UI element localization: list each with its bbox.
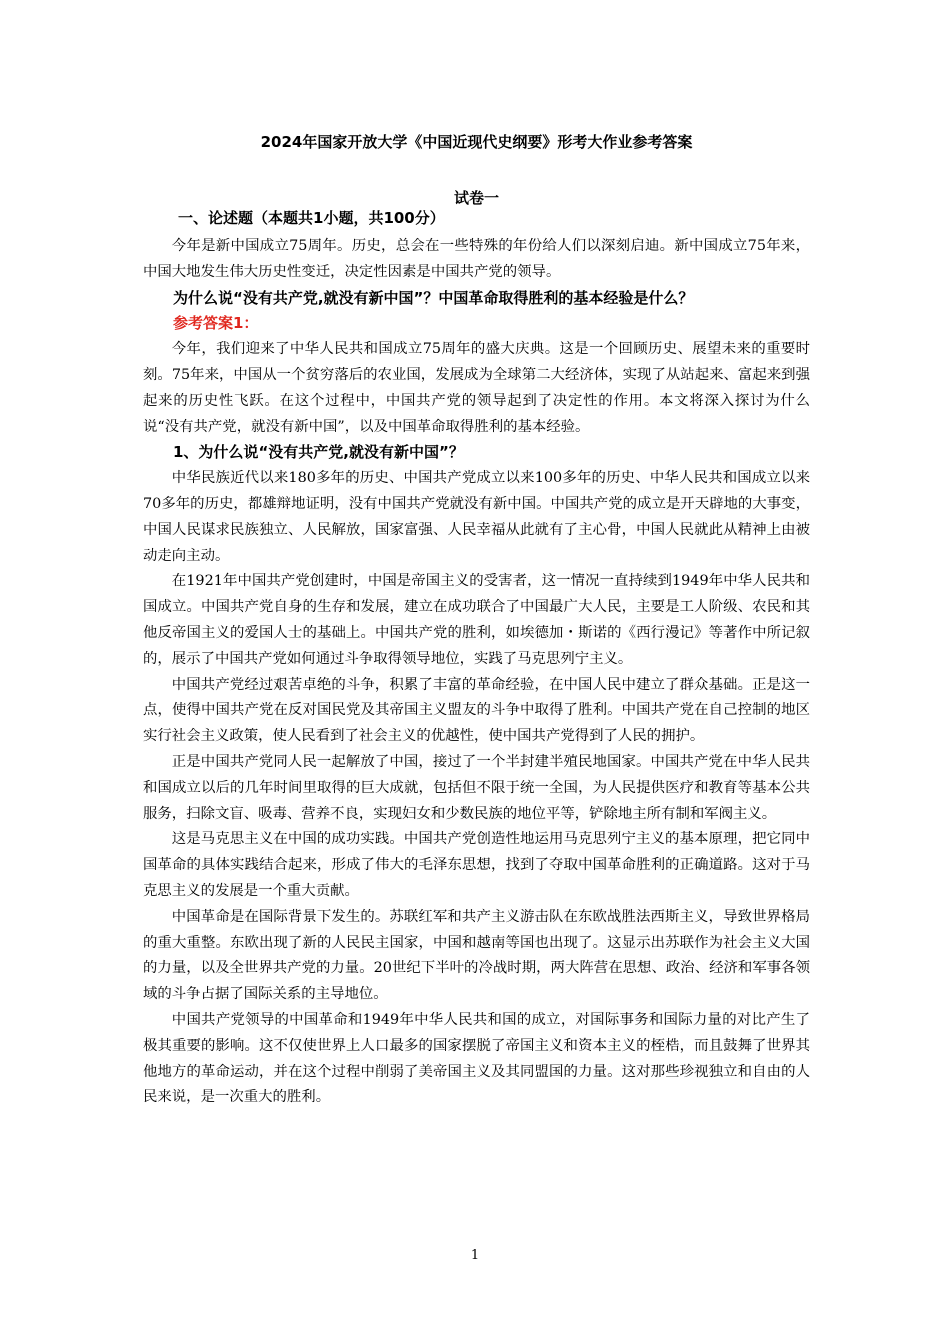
paragraph-6: 这是马克思主义在中国的成功实践。中国共产党创造性地运用马克思列宁主义的基本原理，把它同中国革命的具体实践结合起来，形成了伟大的毛泽东思想，找到了夺取中国革命胜利的正确道路。这对于马克思主义的发展是一个重大贡献。 — [143, 831, 810, 899]
paragraph-2: 中华民族近代以来180多年的历史、中国共产党成立以来100多年的历史、中华人民共和国成立以来70多年的历史，都雄辩地证明，没有中国共产党就没有新中国。中国共产党的成立是开天辟地的大事变，中国人民谋求民族独立、人民解放，国家富强、人民幸福从此就有了主心骨，中国人民就此从精神上由被动走向主动。 — [143, 470, 810, 564]
intro-paragraph: 今年是新中国成立75周年。历史，总会在一些特殊的年份给人们以深刻启迪。新中国成立75年来，中国大地发生伟大历史性变迁，决定性因素是中国共产党的领导。 — [143, 238, 810, 280]
document-body — [143, 234, 810, 1111]
paragraph-8: 中国共产党领导的中国革命和1949年中华人民共和国的成立，对国际事务和国际力量的对比产生了极其重要的影响。这不仅使世界上人口最多的国家摆脱了帝国主义和资本主义的桎梏，而且鼓舞了世界其他地方的革命运动，并在这个过程中削弱了美帝国主义及其同盟国的力量。这对那些珍视独立和自由的人民来说，是一次重大的胜利。 — [143, 1011, 810, 1106]
paragraph-3: 在1921年中国共产党创建时，中国是帝国主义的受害者，这一情况一直持续到1949年中华人民共和国成立。中国共产党自身的生存和发展，建立在成功联合了中国最广大人民，主要是工人阶级、农民和其他反帝国主义的爱国人士的基础上。中国共产党的胜利，如埃德加・斯诺的《西行漫记》等著作中所记叙的，展示了中国共产党如何通过斗争取得领导地位，实践了马克思列宁主义。 — [143, 573, 810, 667]
document-title: 2024年国家开放大学《中国近现代史纲要》形考大作业参考答案 — [260, 133, 693, 151]
paragraph-1: 今年，我们迎来了中华人民共和国成立75周年的盛大庆典。这是一个回顾历史、展望未来的重要时刻。75年来，中国从一个贫穷落后的农业国，发展成为全球第二大经济体，实现了从站起来、富起来到强起来的历史性飞跃。在这个过程中，中国共产党的领导起到了决定性的作用。本文将深入探讨为什么说“没有共产党，就没有新中国”，以及中国革命取得胜利的基本经验。 — [143, 341, 810, 435]
paper-subtitle: 试卷一 — [453, 189, 499, 207]
paragraph-7: 中国革命是在国际背景下发生的。苏联红军和共产主义游击队在东欧战胜法西斯主义，导致世界格局的重大重整。东欧出现了新的人民民主国家，中国和越南等国也出现了。这显示出苏联作为社会主义大国的力量，以及全世界共产党的力量。20世纪下半叶的冷战时期，两大阵营在思想、政治、经济和军事各领域的斗争占据了国际关系的主导地位。 — [143, 908, 810, 1003]
question-text: 为什么说“没有共产党,就没有新中国”？中国革命取得胜利的基本经验是什么？ — [173, 288, 694, 307]
answer-label: 参考答案1： — [173, 314, 259, 333]
page-number: 1 — [470, 1248, 480, 1263]
section-heading: 一、论述题（本题共1小题，共100分） — [178, 209, 445, 227]
paragraph-5: 正是中国共产党同人民一起解放了中国，接过了一个半封建半殖民地国家。中国共产党在中华人民共和国成立以后的几年时间里取得的巨大成就，包括但不限于统一全国，为人民提供医疗和教育等基本公共服务，扫除文盲、吸毒、营养不良，实现妇女和少数民族的地位平等，铲除地主所有制和军阀主义。 — [143, 753, 810, 822]
paragraph-4: 中国共产党经过艰苦卓绝的斗争，积累了丰富的革命经验，在中国人民中建立了群众基础。正是这一点，使得中国共产党在反对国民党及其帝国主义盟友的斗争中取得了胜利。中国共产党在自己控制的地区实行社会主义政策，使人民看到了社会主义的优越性，使中国共产党得到了人民的拥护。 — [143, 676, 810, 745]
subheading-1: 1、为什么说“没有共产党,就没有新中国”？ — [173, 443, 464, 462]
